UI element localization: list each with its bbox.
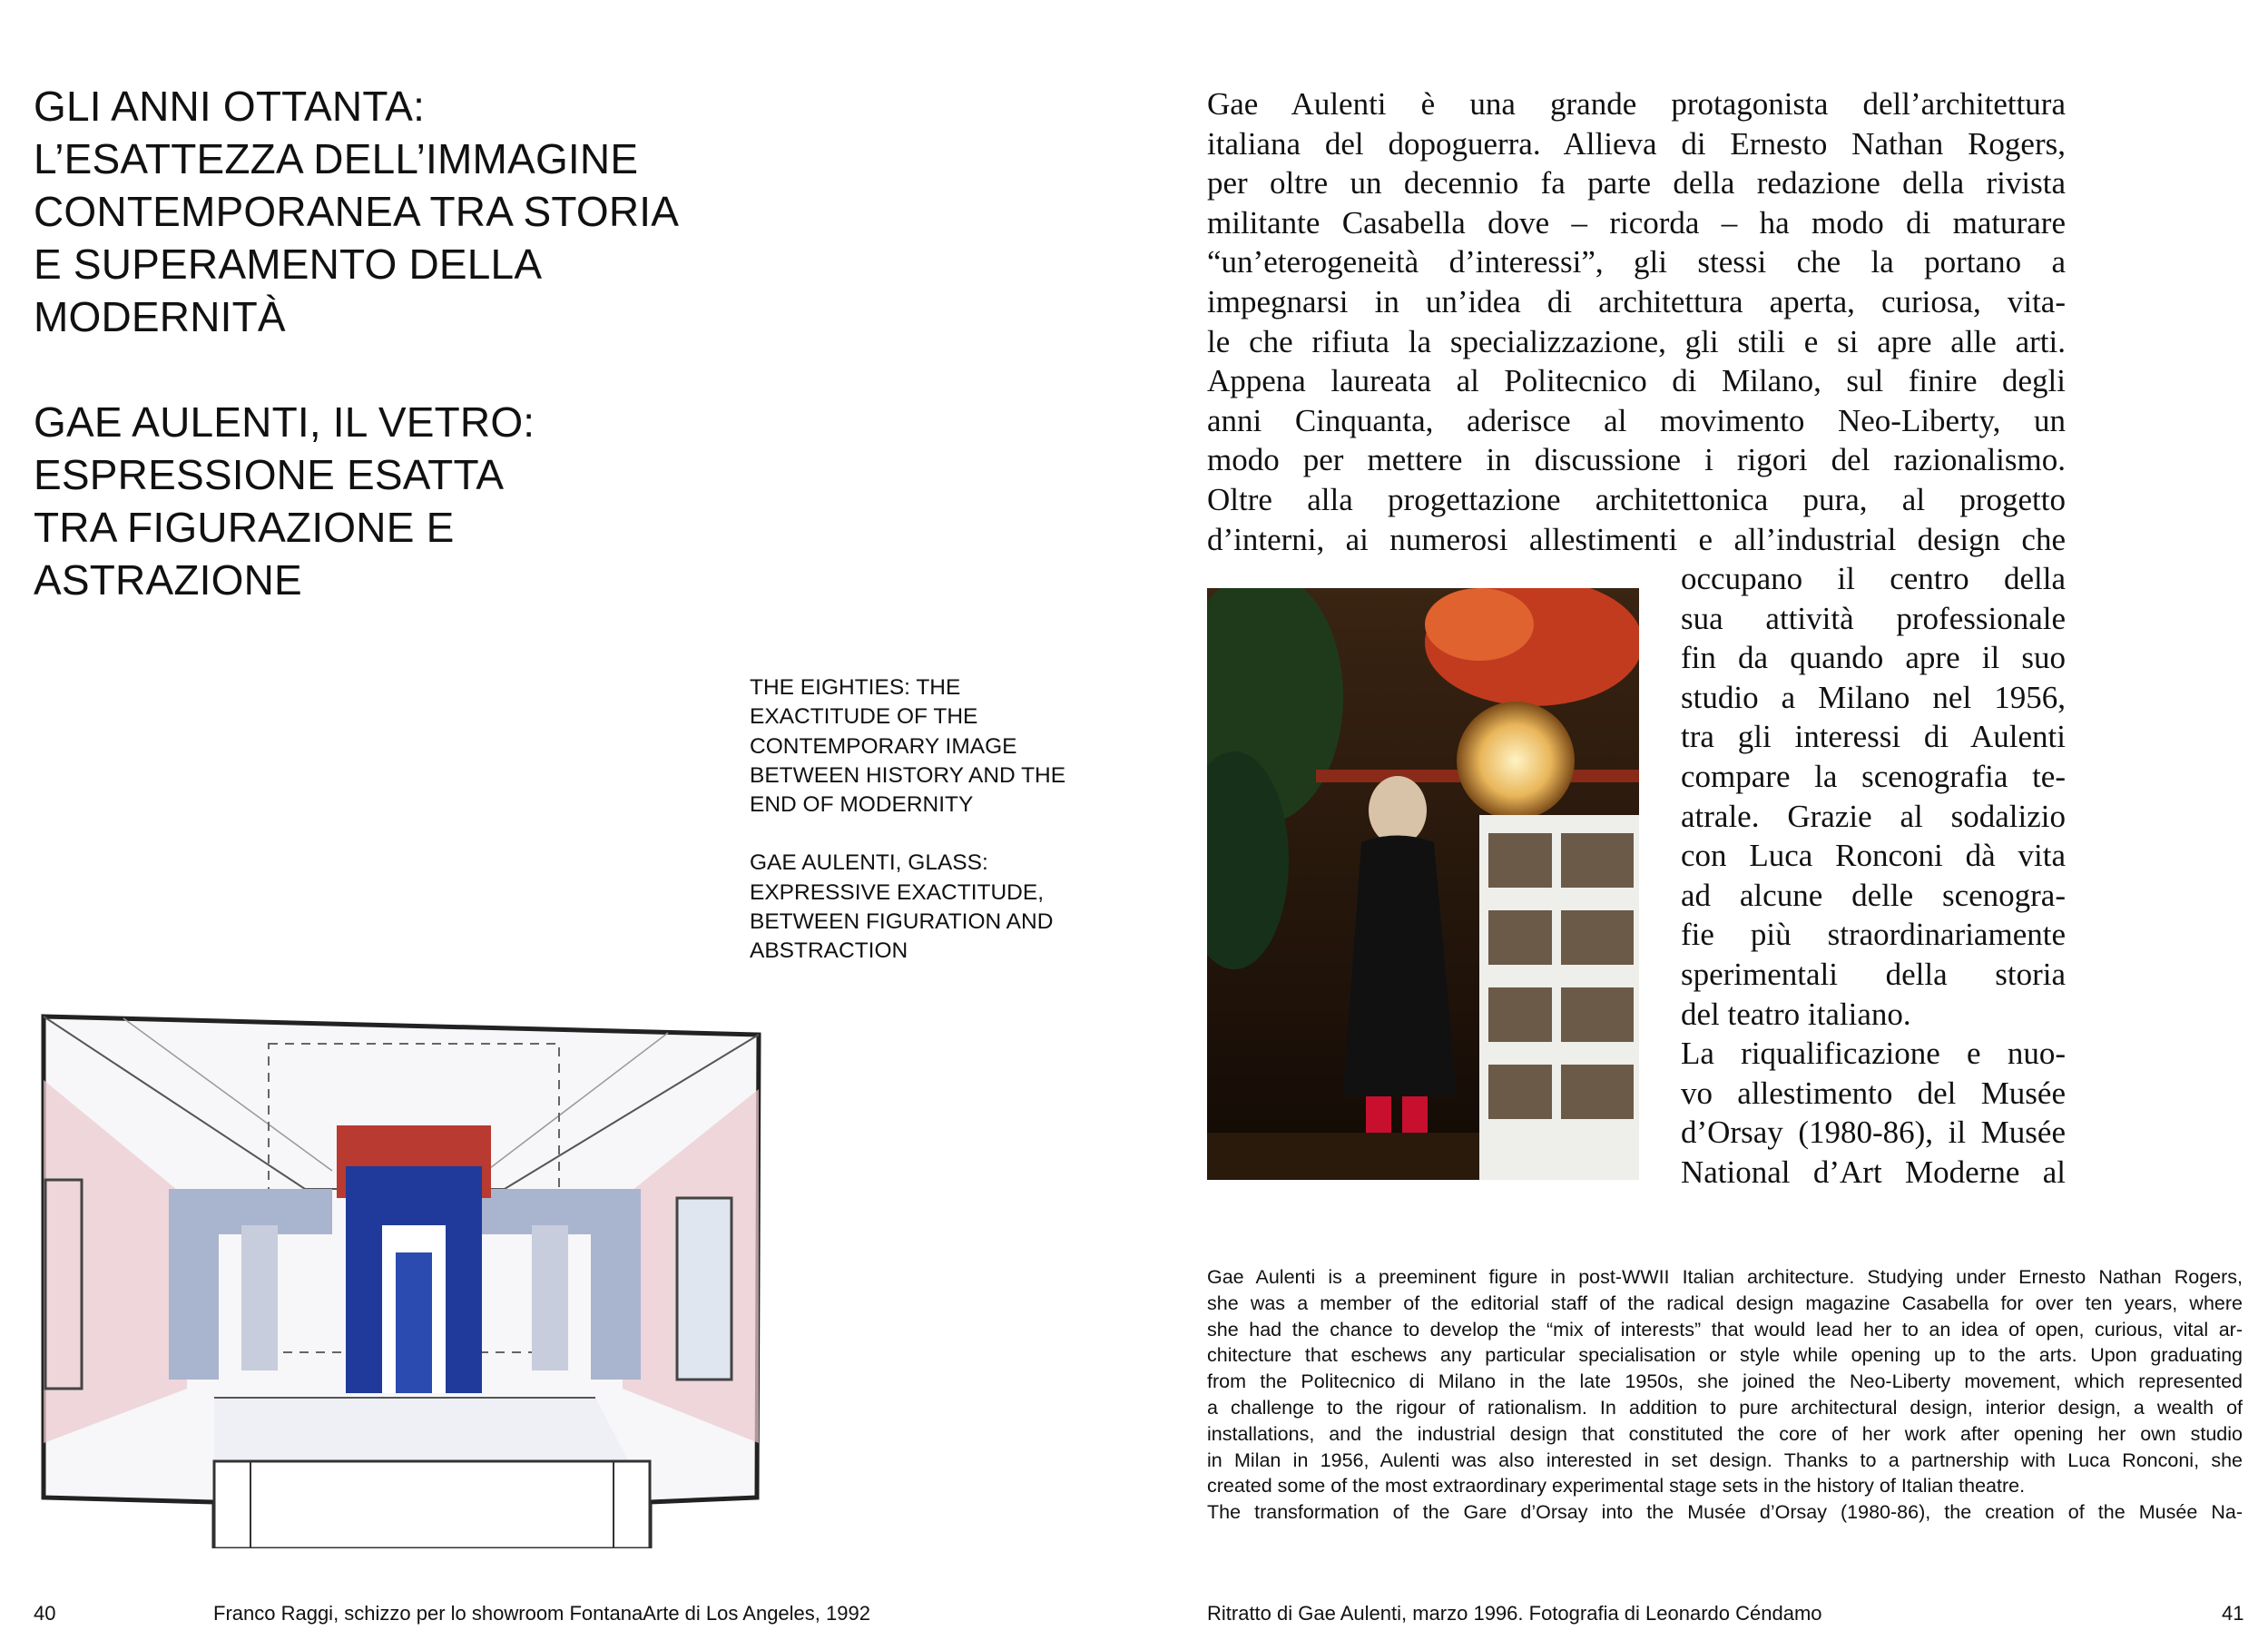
heading-en-line: ABSTRACTION: [750, 938, 908, 964]
body-en-line: she was a member of the editorial staff of the radical design magazine Casabella for over ten years, where: [1207, 1292, 2243, 1314]
heading-line: L’ESATTEZZA DELL’IMMAGINE: [34, 135, 639, 182]
heading-line: E SUPERAMENTO DELLA: [34, 241, 543, 288]
body-line: sua attività professionale: [1681, 600, 2066, 636]
body-en-line: chitecture that eschews any particular specialisation or style while opening up to the arts. Upon graduating: [1207, 1344, 2243, 1367]
body-line: d’Orsay (1980-86), il Musée: [1681, 1115, 2066, 1151]
heading-en-line: BETWEEN FIGURATION AND: [750, 909, 1054, 935]
italian-body-side: [1681, 559, 2066, 1193]
body-line: “un’eterogeneità d’interessi”, gli stessi che la portano a: [1207, 244, 2066, 280]
heading-line: ASTRAZIONE: [34, 556, 302, 604]
body-line: National d’Art Moderne al: [1681, 1154, 2066, 1190]
page-number-left: 40: [34, 1602, 56, 1625]
english-body: [1207, 1264, 2243, 1526]
body-line: fie più straordinariamente: [1681, 917, 2066, 953]
body-line: atrale. Grazie al sodalizio: [1681, 798, 2066, 834]
body-en-line: Gae Aulenti is a preeminent figure in post-WWII Italian architecture. Studying under Ernesto Nathan Rogers,: [1207, 1266, 2243, 1288]
body-line: La riqualificazione e nuo-: [1681, 1036, 2066, 1072]
body-line: Appena laureata al Politecnico di Milano, sul finire degli: [1207, 363, 2066, 399]
body-line: del teatro italiano.: [1681, 996, 1911, 1032]
body-en-line: in Milan in 1956, Aulenti was also interested in set design. Thanks to a partnership with Luca Ronconi, she: [1207, 1449, 2243, 1471]
showroom-sketch-image: [33, 1007, 764, 1548]
body-en-line: The transformation of the Gare d’Orsay into the Musée d’Orsay (1980-86), the creation of the Musée Na-: [1207, 1501, 2243, 1524]
heading-en-line: BETWEEN HISTORY AND THE: [750, 762, 1066, 788]
body-en-line: a challenge to the rigour of rationalism. In addition to pure architectural design, interior design, a wealth of: [1207, 1396, 2243, 1419]
heading-en-line: END OF MODERNITY: [750, 792, 974, 818]
body-en-line: created some of the most extraordinary experimental stage sets in the history of Italian theatre.: [1207, 1475, 2026, 1498]
body-en-line: from the Politecnico di Milano in the late 1950s, she joined the Neo-Liberty movement, which represented: [1207, 1370, 2243, 1393]
heading-line: ESPRESSIONE ESATTA: [34, 451, 505, 498]
portrait-photo-image: [1207, 588, 1639, 1180]
heading-line: MODERNITÀ: [34, 293, 286, 340]
body-line: studio a Milano nel 1956,: [1681, 679, 2066, 715]
heading-line: TRA FIGURAZIONE E: [34, 504, 455, 551]
heading-line: GAE AULENTI, IL VETRO:: [34, 398, 535, 446]
body-line: militante Casabella dove – ricorda – ha modo di maturare: [1207, 204, 2066, 241]
body-en-line: installations, and the industrial design that constituted the core of her work after opening her own studio: [1207, 1422, 2243, 1445]
heading-en-line: EXACTITUDE OF THE: [750, 704, 978, 730]
body-line: occupano il centro della: [1681, 561, 2066, 596]
body-line: Oltre alla progettazione architettonica pura, al progetto: [1207, 481, 2066, 517]
body-line: impegnarsi in un’idea di architettura aperta, curiosa, vita-: [1207, 283, 2066, 319]
heading-line: GLI ANNI OTTANTA:: [34, 83, 426, 130]
body-line: Gae Aulenti è una grande protagonista dell’architettura: [1207, 86, 2066, 122]
italian-body-top: [1207, 84, 2066, 559]
body-line: anni Cinquanta, aderisce al movimento Neo-Liberty, un: [1207, 402, 2066, 438]
italian-heading: [34, 80, 705, 606]
body-line: per oltre un decennio fa parte della redazione della rivista: [1207, 165, 2066, 201]
body-line: vo allestimento del Musée: [1681, 1075, 2066, 1111]
heading-en-line: THE EIGHTIES: THE: [750, 675, 961, 700]
body-line: ad alcune delle scenogra-: [1681, 877, 2066, 913]
body-line: compare la scenografia te-: [1681, 758, 2066, 794]
body-line: modo per mettere in discussione i rigori del razionalismo.: [1207, 442, 2066, 478]
heading-en-line: CONTEMPORARY IMAGE: [750, 733, 1017, 759]
body-line: italiana del dopoguerra. Allieva di Ernesto Nathan Rogers,: [1207, 125, 2066, 162]
photo-caption: Ritratto di Gae Aulenti, marzo 1996. Fotografia di Leonardo Céndamo: [1207, 1602, 1822, 1625]
english-heading: [750, 673, 1085, 967]
heading-en-line: EXPRESSIVE EXACTITUDE,: [750, 879, 1045, 905]
body-line: fin da quando apre il suo: [1681, 640, 2066, 676]
body-en-line: she had the chance to develop the “mix of interests” that would lead her to an idea of open, curious, vital ar-: [1207, 1318, 2243, 1341]
body-line: sperimentali della storia: [1681, 956, 2066, 992]
body-line: tra gli interessi di Aulenti: [1681, 719, 2066, 755]
body-line: d’interni, ai numerosi allestimenti e all’industrial design che: [1207, 521, 2066, 557]
body-line: con Luca Ronconi dà vita: [1681, 838, 2066, 874]
sketch-caption: Franco Raggi, schizzo per lo showroom FontanaArte di Los Angeles, 1992: [213, 1602, 870, 1625]
heading-en-line: GAE AULENTI, GLASS:: [750, 850, 988, 876]
body-line: le che rifiuta la specializzazione, gli stili e si apre alle arti.: [1207, 323, 2066, 359]
heading-line: CONTEMPORANEA TRA STORIA: [34, 188, 680, 235]
page-number-right: 41: [2222, 1602, 2244, 1625]
